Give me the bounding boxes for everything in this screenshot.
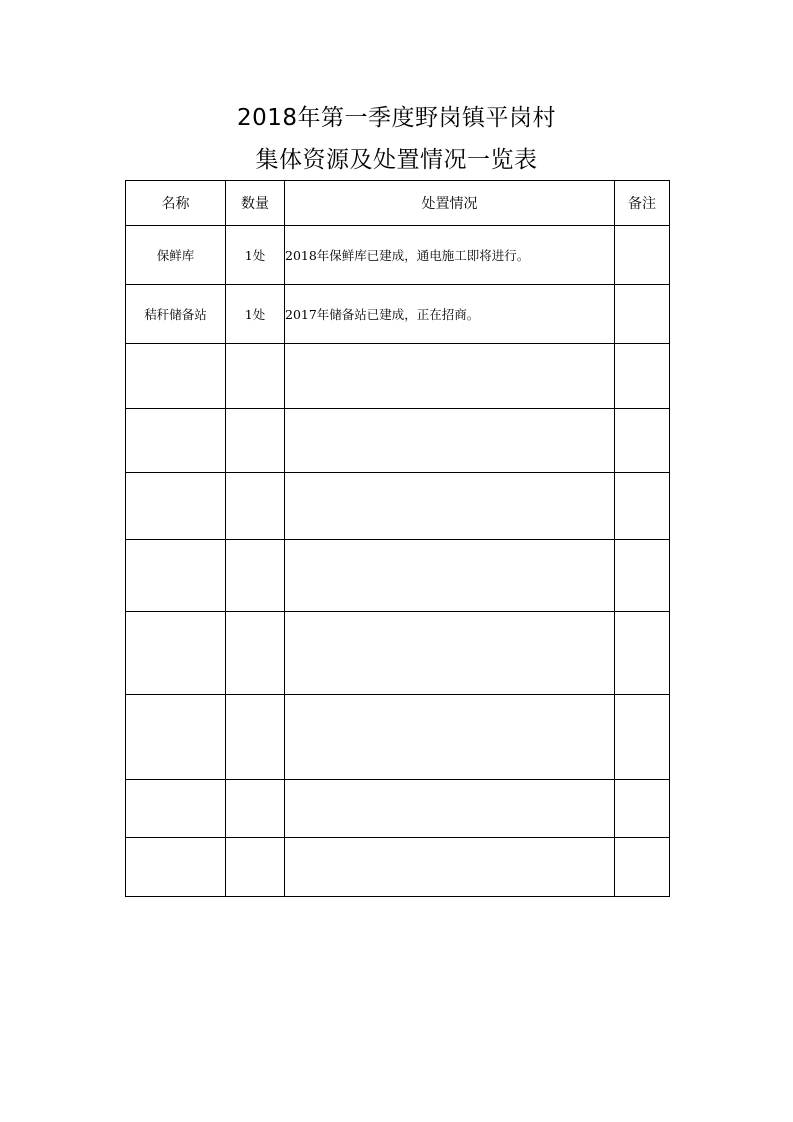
cell-status [285,695,615,780]
cell-status [285,344,615,409]
table-row [126,409,670,473]
table-row [126,780,670,838]
cell-quantity [226,780,285,838]
cell-status [285,540,615,612]
cell-quantity [226,838,285,897]
cell-status: 2017年储备站已建成，正在招商。 [285,285,615,344]
table-row [126,838,670,897]
table-header-row [126,181,670,226]
cell-remark [615,540,670,612]
cell-name [126,344,226,409]
header-remark: 备注 [615,181,670,226]
cell-name [126,540,226,612]
cell-remark [615,473,670,540]
cell-remark [615,409,670,473]
cell-status: 2018年保鲜库已建成，通电施工即将进行。 [285,226,615,285]
cell-status [285,473,615,540]
cell-name: 保鲜库 [126,226,226,285]
cell-quantity: 1处 [226,226,285,285]
cell-quantity [226,540,285,612]
header-quantity: 数量 [226,181,285,226]
cell-name: 秸秆储备站 [126,285,226,344]
cell-remark [615,226,670,285]
cell-remark [615,285,670,344]
page-title-line-2: 集体资源及处置情况一览表 [255,147,538,173]
cell-quantity [226,409,285,473]
cell-quantity [226,612,285,695]
cell-remark [615,838,670,897]
cell-status [285,780,615,838]
table-row [126,344,670,409]
header-name: 名称 [126,181,226,226]
cell-name [126,473,226,540]
table-row [126,226,670,285]
page-title-line-1: 2018年第一季度野岗镇平岗村 [236,105,557,131]
cell-name [126,780,226,838]
table-row [126,695,670,780]
cell-remark [615,695,670,780]
cell-name [126,409,226,473]
cell-name [126,838,226,897]
cell-remark [615,612,670,695]
table-row [126,612,670,695]
cell-name [126,695,226,780]
table-row [126,285,670,344]
cell-name [126,612,226,695]
cell-quantity [226,473,285,540]
table-row [126,473,670,540]
cell-status [285,409,615,473]
table-row [126,540,670,612]
resource-disposal-table [125,180,670,897]
cell-quantity: 1处 [226,285,285,344]
cell-quantity [226,344,285,409]
cell-remark [615,780,670,838]
cell-quantity [226,695,285,780]
cell-status [285,838,615,897]
cell-status [285,612,615,695]
cell-remark [615,344,670,409]
header-status: 处置情况 [285,181,615,226]
